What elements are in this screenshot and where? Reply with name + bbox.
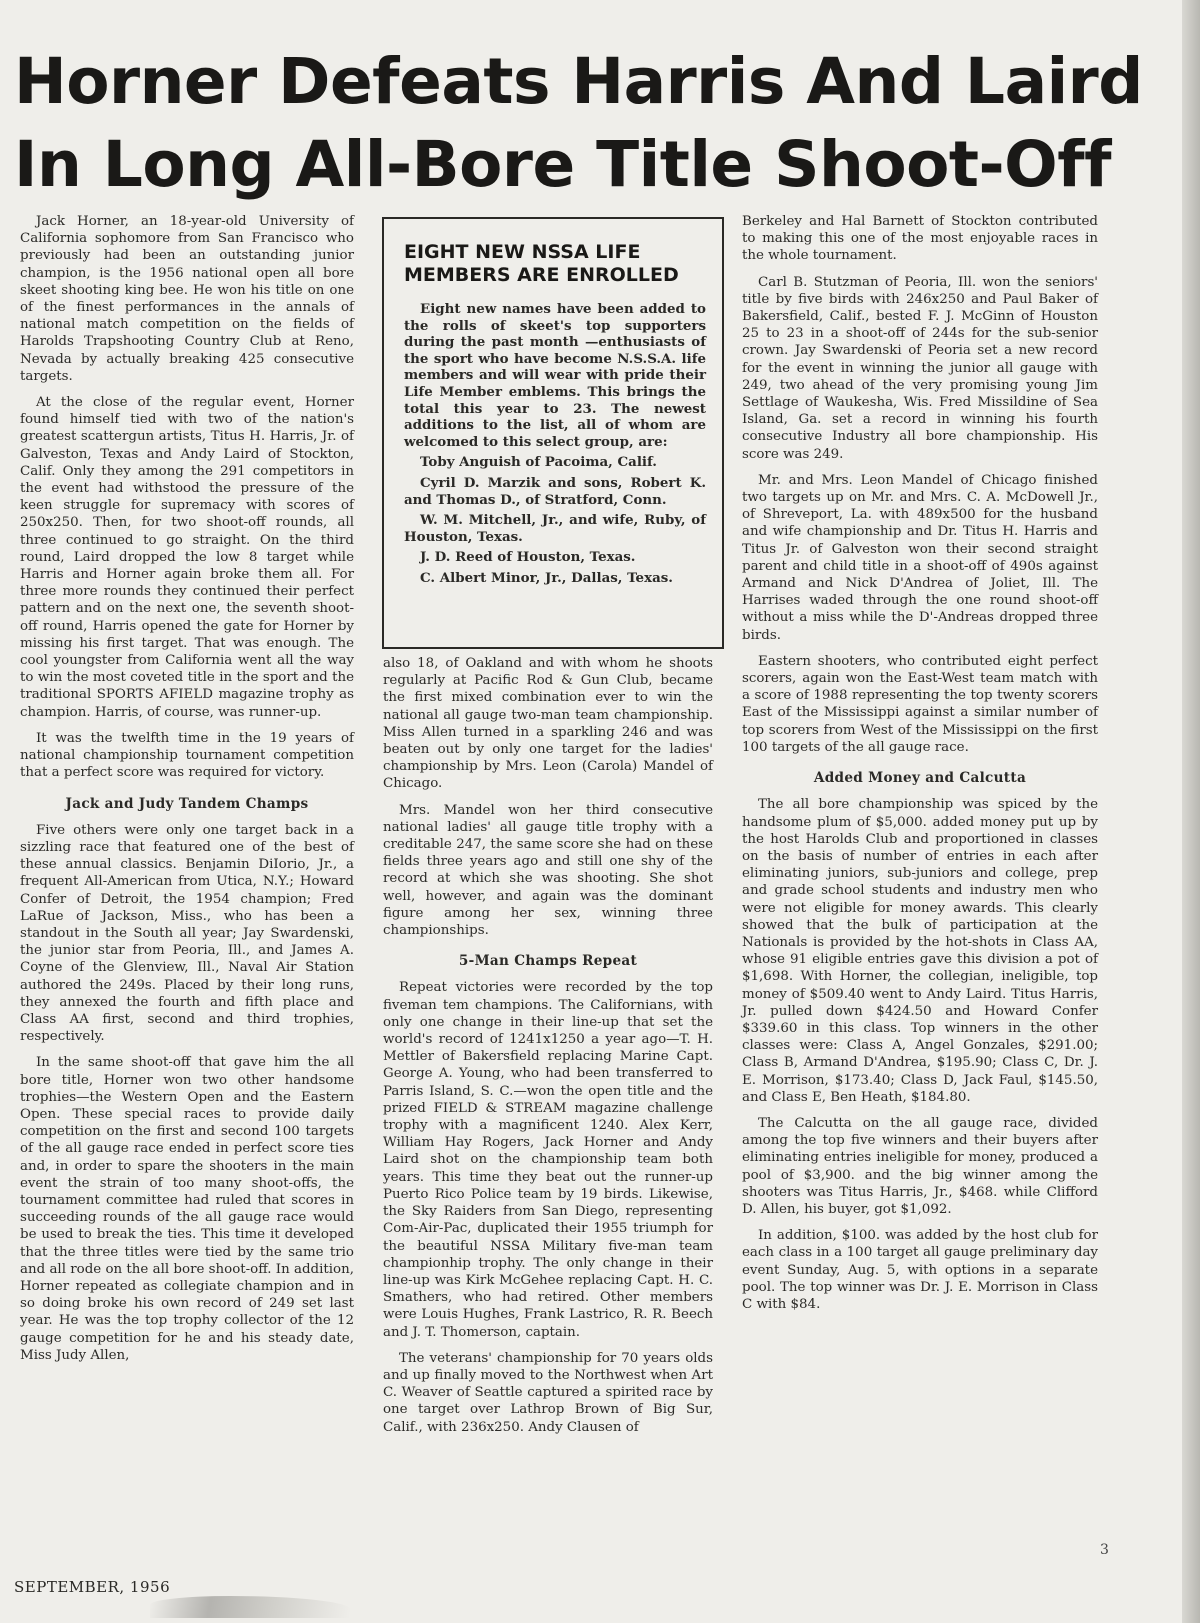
paragraph: Mrs. Mandel won her third consecutive national ladies' all gauge title trophy with a creditable 247, the same score she had on these fields three years ago and still one shy of the record at which she was shooting. She shot well, however, and again was the dominant figure among her sex, winning three championships. bbox=[383, 802, 713, 939]
paragraph: The all bore championship was spiced by the handsome plum of $5,000. added money put up by the host Harolds Club and proportioned in classes on the basis of number of entries in each after eliminating juniors, sub-juniors and college, prep and grade school students and industry men who were not eligible for money awards. This clearly showed that the bulk of participation at the Nationals is provided by the hot-shots in Class AA, whose 91 eligible entries gave this division a pot of $1,698. With Horner, the collegian, ineligible, top money of $509.40 went to Andy Laird. Titus Harris, Jr. pulled down $424.50 and Howard Confer $339.60 in this class. Top winners in the other classes were: Class A, Angel Gonzales, $291.00; Class B, Armand D'Andrea, $195.90; Class C, Dr. J. E. Morrison, $173.40; Class D, Jack Faul, $145.50, and Class E, Ben Heath, $184.80. bbox=[742, 797, 1098, 1105]
sidebar-box bbox=[382, 217, 724, 649]
article-column-3 bbox=[742, 213, 1098, 1322]
article-column-2 bbox=[383, 655, 713, 1445]
paragraph: Jack Horner, an 18-year-old University of California sophomore from San Francisco who previously had been an outstanding junior champion, is the 1956 national open all bore skeet shooting king bee. He won his title on one of the finest performances in the annals of national match competition on the fields of Harolds Trapshooting Country Club at Reno, Nevada by actually breaking 425 consecutive targets. bbox=[20, 214, 354, 384]
page-number: 3 bbox=[1100, 1542, 1109, 1558]
paragraph: The Calcutta on the all gauge race, divided among the top five winners and their buyers after eliminating entries ineligible for money, produced a pool of $3,900. and the big winner among the shooters was Titus Harris, Jr., $468. while Clifford D. Allen, his buyer, got $1,092. bbox=[742, 1115, 1098, 1217]
headline bbox=[14, 40, 1184, 206]
section-heading: Added Money and Calcutta bbox=[813, 770, 1027, 787]
headline-line-2: In Long All-Bore Title Shoot-Off bbox=[14, 128, 1112, 201]
section-heading: Jack and Judy Tandem Champs bbox=[65, 795, 309, 812]
section-heading: 5-Man Champs Repeat bbox=[458, 953, 638, 970]
sidebar-paragraph: W. M. Mitchell, Jr., and wife, Ruby, of Houston, Texas. bbox=[404, 512, 706, 545]
sidebar-paragraph: Toby Anguish of Pacoima, Calif. bbox=[420, 454, 657, 471]
paragraph: Berkeley and Hal Barnett of Stockton contributed to making this one of the most enjoyable races in the whole tournament. bbox=[742, 214, 1098, 264]
page-edge-shadow bbox=[1182, 0, 1200, 1623]
paragraph: Repeat victories were recorded by the top fiveman tem champions. The Californians, with only one change in their line-up that set the world's record of 1241x1250 a year ago—T. H. Mettler of Bakersfield replacing Marine Capt. George A. Young, who had been transferred to Parris Island, S. C.—won the open title and the prized FIELD & STREAM magazine challenge trophy with a magnificent 1240. Alex Kerr, William Hay Rogers, Jack Horner and Andy Laird shot on the championship team both years. This time they beat out the runner-up Puerto Rico Police team by 19 birds. Likewise, the Sky Raiders from San Diego, representing Com-Air-Pac, duplicated their 1955 triumph for the beautiful NSSA Military five-man team championhip trophy. The only change in their line-up was Kirk McGehee replacing Capt. H. C. Smathers, who had retired. Other members were Louis Hughes, Frank Lastrico, R. R. Beech and J. T. Thomerson, captain. bbox=[383, 980, 713, 1340]
sidebar-paragraph: J. D. Reed of Houston, Texas. bbox=[420, 549, 636, 566]
sidebar-paragraph: Cyril D. Marzik and sons, Robert K. and Thomas D., of Stratford, Conn. bbox=[404, 474, 706, 508]
sidebar-paragraph: C. Albert Minor, Jr., Dallas, Texas. bbox=[420, 569, 673, 586]
headline-line-1: Horner Defeats Harris And Laird bbox=[14, 45, 1143, 118]
sidebar-box-title: EIGHT NEW NSSA LIFE MEMBERS ARE ENROLLED bbox=[404, 241, 679, 286]
paragraph: The veterans' championship for 70 years olds and up finally moved to the Northwest when Art C. Weaver of Seattle captured a spirited race by one target over Lathrop Brown of Big Sur, Calif., with 236x250. Andy Clausen of bbox=[383, 1350, 713, 1435]
paragraph: Five others were only one target back in a sizzling race that featured one of the best of these annual classics. Benjamin DiIorio, Jr., a frequent All-American from Utica, N.Y.; Howard Confer of Detroit, the 1954 champion; Fred LaRue of Jackson, Miss., who has been a standout in the South all year; Jay Swardenski, the junior star from Peoria, Ill., and James A. Coyne of the Glenview, Ill., Naval Air Station authored the 249s. Placed by their long runs, they annexed the fourth and fifth place and Class AA first, second and third trophies, respectively. bbox=[20, 822, 354, 1045]
paragraph: Carl B. Stutzman of Peoria, Ill. won the seniors' title by five birds with 246x250 and Paul Baker of Bakersfield, Calif., bested F. J. McGinn of Houston 25 to 23 in a shoot-off of 244s for the sub-senior crown. Jay Swardenski of Peoria set a new record for the event in winning the junior all gauge with 249, two ahead of the very promising young Jim Settlage of Waukesha, Wis. Fred Missildine of Sea Island, Ga. set a record in winning his fourth consecutive Industry all bore championship. His score was 249. bbox=[742, 274, 1098, 462]
paragraph: At the close of the regular event, Horner found himself tied with two of the nation's greatest scattergun artists, Titus H. Harris, Jr. of Galveston, Texas and Andy Laird of Stockton, Calif. Only they among the 291 competitors in the event had withstood the pressure of the keen struggle for supremacy with scores of 250x250. Then, for two shoot-off rounds, all three continued to go straight. On the third round, Laird dropped the low 8 target while Harris and Horner again broke them all. For three more rounds they continued their perfect pattern and on the next one, the seventh shoot-off round, Harris opened the gate for Horner by missing his first target. That was enough. The cool youngster from California went all the way to win the most coveted title in the sport and the traditional SPORTS AFIELD magazine trophy as champion. Harris, of course, was runner-up. bbox=[20, 395, 354, 720]
paragraph: Eastern shooters, who contributed eight perfect scorers, again won the East-West team match with a score of 1988 representing the top twenty scorers East of the Mississippi against a similar number of top scorers from West of the Mississippi on the first 100 targets of the all gauge race. bbox=[742, 653, 1098, 755]
paragraph: In the same shoot-off that gave him the all bore title, Horner won two other handsome trophies—the Western Open and the Eastern Open. These special races to provide daily competition on the first and second 100 targets of the all gauge race ended in perfect score ties and, in order to spare the shooters in the main event the strain of too many shoot-offs, the tournament committee had ruled that scores in succeeding rounds of the all gauge race would be used to break the ties. This time it developed that the three titles were tied by the same trio and all rode on the all bore shoot-off. In addition, Horner repeated as collegiate champion and in so doing broke his own record of 249 set last year. He was the top trophy collector of the 12 gauge competition for he and his steady date, Miss Judy Allen, bbox=[20, 1055, 354, 1363]
paragraph: also 18, of Oakland and with whom he shoots regularly at Pacific Rod & Gun Club, became the first mixed combination ever to win the national all gauge two-man team championship. Miss Allen turned in a sparkling 246 and was beaten out by only one target for the ladies' championship by Mrs. Leon (Carola) Mandel of Chicago. bbox=[383, 656, 713, 792]
paragraph: Mr. and Mrs. Leon Mandel of Chicago finished two targets up on Mr. and Mrs. C. A. McDowell Jr., of Shreveport, La. with 489x500 for the husband and wife championship and Dr. Titus H. Harris and Titus Jr. of Galveston won their second straight parent and child title in a shoot-off of 490s against Armand and Nick D'Andrea of Joliet, Ill. The Harrises waded through the one round shoot-off without a miss while the D'-Andreas dropped three birds. bbox=[742, 472, 1098, 643]
article-column-1 bbox=[20, 213, 354, 1373]
scan-smudge bbox=[150, 1596, 350, 1618]
paragraph: In addition, $100. was added by the host club for each class in a 100 target all gauge preliminary day event Sunday, Aug. 5, with options in a separate pool. The top winner was Dr. J. E. Morrison in Class C with $84. bbox=[742, 1228, 1098, 1312]
sidebar-paragraph: Eight new names have been added to the rolls of skeet's top supporters during the past month —enthusiasts of the sport who have become N.S.S.A. life members and will wear with pride their Life Member emblems. This brings the total this year to 23. The newest additions to the list, all of whom are welcomed to this select group, are: bbox=[404, 301, 706, 450]
issue-date: SEPTEMBER, 1956 bbox=[14, 1578, 171, 1596]
paragraph: It was the twelfth time in the 19 years of national championship tournament competition that a perfect score was required for victory. bbox=[20, 730, 354, 781]
